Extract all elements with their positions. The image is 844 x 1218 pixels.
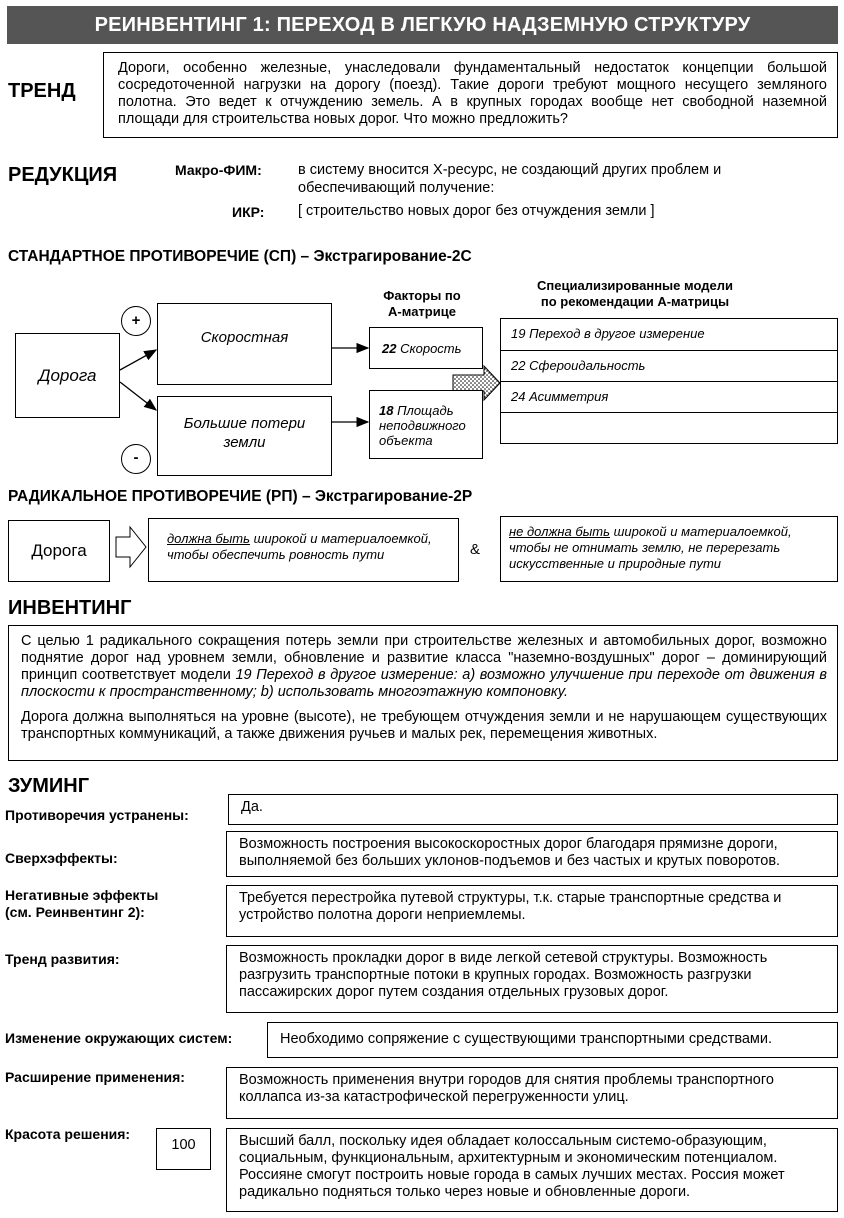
rp-road-box	[8, 520, 110, 582]
zoom-label-negative	[5, 887, 158, 921]
rp-must-text-2: чтобы обеспечить ровность пути	[167, 547, 385, 562]
sp-loss-box	[157, 396, 332, 476]
beauty-score: 100	[171, 1137, 196, 1153]
rp-road-label: Дорога	[31, 541, 87, 560]
zoom-text-negative: Требуется перестройка путевой структуры, т.к. старые транспортные средства и устройство полотна дороги неприемлемы.	[239, 890, 782, 923]
rp-mustnot-text-3: искусственные и природные пути	[509, 556, 722, 571]
minus-circle: -	[121, 444, 151, 474]
zoom-box-supereffects	[226, 831, 838, 877]
factor-18-text-2: неподвижного	[379, 418, 466, 433]
rp-ampersand: &	[470, 541, 481, 558]
factor-18-text-3: объекта	[379, 433, 433, 448]
models-heading-2: по рекомендации А-матрицы	[540, 294, 730, 309]
zoom-text-beauty: Высший балл, поскольку идея обладает колоссальным системо-образующим, социальным, функциональным, архитектурным и экономическим потенциалом. Россияне смогут построить новые города в самых лучших местах. Россия может радикально подняться только через новые и обновленные дороги.	[239, 1133, 785, 1200]
zoom-label-trend: Тренд развития:	[5, 951, 120, 967]
models-table	[500, 318, 838, 444]
inventing-heading: ИНВЕНТИНГ	[8, 597, 132, 619]
zoom-text-contradictions: Да.	[241, 799, 263, 815]
reduction-heading: РЕДУКЦИЯ	[8, 164, 118, 186]
macro-fim-text-1: в систему вносится Х-ресурс, не создающий других проблем и	[298, 162, 722, 178]
zoom-label-contradictions: Противоречия устранены:	[5, 807, 189, 823]
rp-must-box	[148, 518, 459, 582]
zoom-label-expansion: Расширение применения:	[5, 1069, 185, 1085]
sp-loss-label-1: Большие потери	[183, 415, 306, 432]
zoom-text-supereffects: Возможность построения высокоскоростных дорог благодаря прямизне дороги, выполняемой без больших уклонов-подъемов и без частых и крутых поворотов.	[239, 836, 781, 869]
zoom-text-environment: Необходимо сопряжение с существующими транспортными средствами.	[280, 1031, 773, 1047]
rp-must-text-1: широкой и материалоемкой,	[249, 531, 432, 546]
page-title: РЕИНВЕНТИНГ 1: ПЕРЕХОД В ЛЕГКУЮ НАДЗЕМНУЮ СТРУКТУРУ	[7, 6, 838, 44]
factor-18-box	[369, 390, 483, 459]
ikr-label: ИКР:	[232, 204, 265, 220]
sp-road-label: Дорога	[38, 365, 97, 385]
factor-22-box	[369, 327, 483, 369]
zoom-text-trend: Возможность прокладки дорог в виде легкой сетевой структуры. Возможность разгрузить транспортные потоки в крупных городах. Возможность разгрузки пассажирских дорог путем создания отдельных грузовых дорог.	[239, 950, 768, 1000]
zoom-label-negative-1: Негативные эффекты	[5, 887, 159, 903]
model-row	[501, 413, 837, 443]
macro-fim-text-2: обеспечивающий получение:	[298, 180, 495, 196]
model-row: 22 Сфероидальность	[501, 351, 837, 382]
zoom-box-contradictions	[228, 794, 838, 825]
rp-must-underline: должна быть	[167, 531, 250, 546]
factor-22-number: 22	[382, 341, 397, 356]
inventing-p2: Дорога должна выполняться на уровне (высоте), не требующем отчуждения земли и не нарушающем существующих транспортных коммуникаций, а также движения ручьев и малых рек, перемещения животных.	[21, 709, 827, 742]
plus-circle: +	[121, 306, 151, 336]
inventing-p1-b: 19 Переход в другое измерение: а) возможно улучшение при переходе от движения в плоскости к пространственному; b) использовать многоэтажную компоновку.	[21, 667, 827, 700]
factor-18-text-1: Площадь	[393, 403, 454, 418]
models-heading	[500, 278, 770, 310]
zoom-text-expansion: Возможность применения внутри городов для снятия проблемы транспортного коллапса из-за катастрофической перегруженности улиц.	[239, 1072, 774, 1105]
rp-heading: РАДИКАЛЬНОЕ ПРОТИВОРЕЧИЕ (РП) – Экстрагирование-2Р	[8, 488, 473, 505]
zoom-box-negative	[226, 885, 838, 937]
models-heading-1: Специализированные модели	[537, 278, 733, 293]
model-row: 19 Переход в другое измерение	[501, 319, 837, 351]
sp-heading: СТАНДАРТНОЕ ПРОТИВОРЕЧИЕ (СП) – Экстрагирование-2С	[8, 248, 472, 265]
ikr-text: [ строительство новых дорог без отчуждения земли ]	[298, 203, 655, 219]
inventing-box	[8, 625, 838, 761]
rp-mustnot-text-1: широкой и материалоемкой,	[609, 524, 792, 539]
sp-loss-label-2: земли	[223, 434, 266, 451]
beauty-score-box	[156, 1128, 211, 1170]
rp-mustnot-underline: не должна быть	[509, 524, 610, 539]
factors-heading-2: А-матрице	[388, 304, 456, 319]
zoom-box-beauty	[226, 1128, 838, 1212]
factor-22-text: Скорость	[396, 341, 462, 356]
zoom-label-beauty: Красота решения:	[5, 1126, 131, 1142]
rp-mustnot-text-2: чтобы не отнимать землю, не перерезать	[509, 540, 781, 555]
trend-text: Дороги, особенно железные, унаследовали фундаментальный недостаток концепции большой сосредоточенной нагрузки на дорогу (поезд). Такие дороги требуют мощного несущего земляного полотна. Это ведет к отчуждению земель. А в крупных городах вообще нет свободной наземной площади для строительства новых дорог. Что можно предложить?	[118, 60, 827, 127]
zoom-label-negative-2: (см. Реинвентинг 2):	[5, 904, 145, 920]
sp-fast-box	[157, 303, 332, 385]
trend-heading: ТРЕНД	[8, 80, 76, 102]
zoom-box-environment	[267, 1022, 838, 1058]
model-row: 24 Асимметрия	[501, 382, 837, 413]
rp-mustnot-box	[500, 516, 838, 582]
factors-heading	[370, 288, 474, 320]
zoom-box-expansion	[226, 1067, 838, 1119]
sp-fast-label: Скоростная	[200, 329, 289, 346]
factor-18-number: 18	[379, 403, 394, 418]
inventing-p1-a: С целью 1 радикального сокращения потерь земли при строительстве железных и автомобильных дорог, возможно поднятие дорог над уровнем земли, обновление и развитие класса "наземно-воздушных" дорог – доминирующий принцип соответствует модели	[21, 633, 827, 683]
zoom-label-supereffects: Сверхэффекты:	[5, 850, 118, 866]
sp-road-box	[15, 333, 120, 418]
zooming-heading: ЗУМИНГ	[8, 775, 90, 797]
zoom-box-trend	[226, 945, 838, 1013]
zoom-label-environment: Изменение окружающих систем:	[5, 1030, 233, 1046]
macro-fim-label: Макро-ФИМ:	[175, 162, 262, 178]
factors-heading-1: Факторы по	[383, 288, 461, 303]
